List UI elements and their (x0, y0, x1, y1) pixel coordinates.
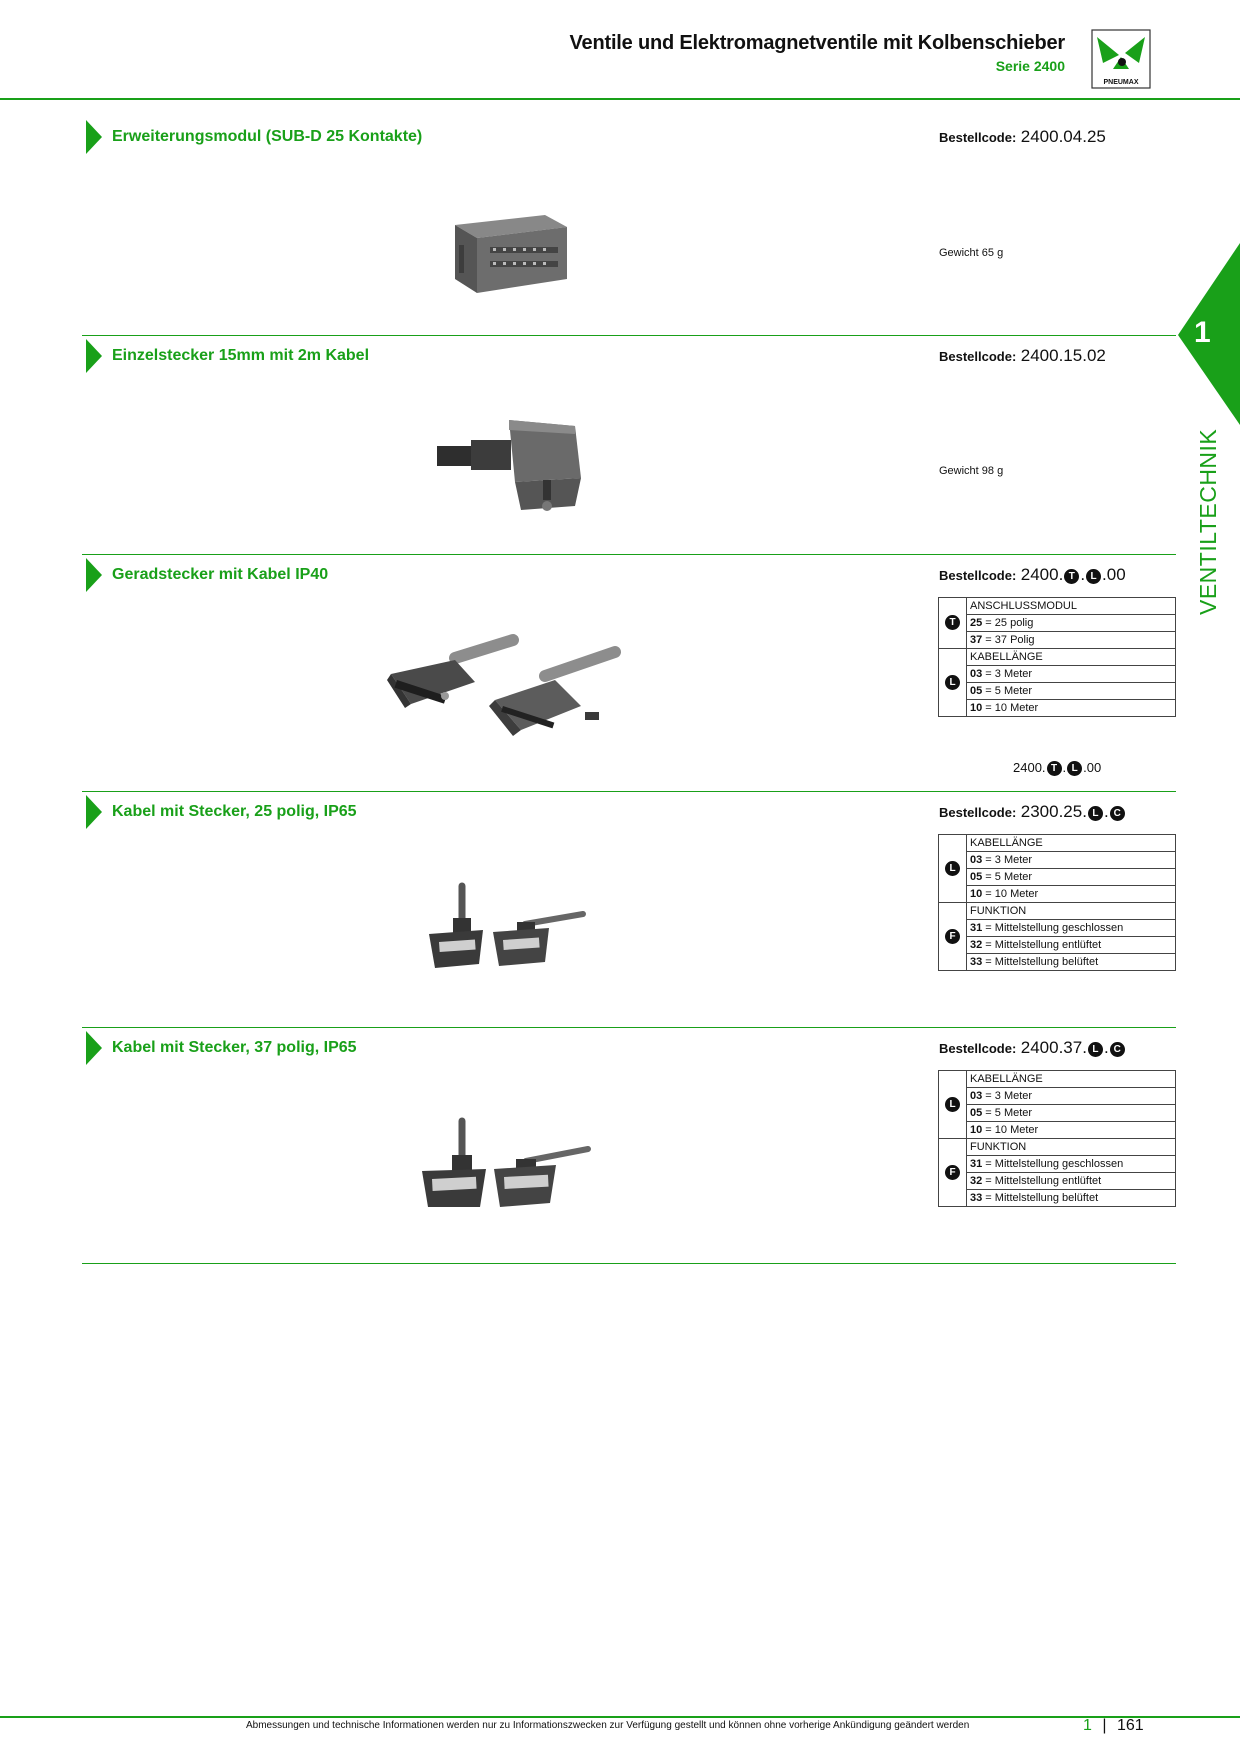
section-divider (82, 1027, 1176, 1028)
option-row (967, 937, 1176, 954)
option-row (967, 852, 1176, 869)
order-code-label: Bestellcode: (939, 805, 1017, 820)
section-title: Kabel mit Stecker, 25 polig, IP65 (112, 803, 357, 820)
section-title: Erweiterungsmodul (SUB-D 25 Kontakte) (112, 128, 423, 145)
option-l-icon: L (945, 675, 960, 690)
option-row (967, 1173, 1176, 1190)
option-value: = Mittelstellung belüftet (982, 1192, 1099, 1204)
option-value: = 25 polig (982, 617, 1034, 629)
badge-cell (939, 903, 967, 971)
order-code (939, 802, 1126, 822)
straight-connector-image (385, 630, 625, 745)
option-row (967, 1122, 1176, 1139)
options-table (938, 597, 1176, 717)
section-divider (82, 335, 1176, 336)
section-title: Geradstecker mit Kabel IP40 (112, 566, 329, 583)
option-l-icon: L (1067, 761, 1082, 776)
option-f-icon: F (945, 929, 960, 944)
option-value: = 3 Meter (982, 668, 1033, 680)
option-key: 31 (970, 922, 983, 934)
option-row (967, 683, 1176, 700)
option-l-icon: L (1086, 569, 1101, 584)
group-header: FUNKTION (967, 1139, 1176, 1156)
option-value: = 37 Polig (982, 634, 1035, 646)
section-arrow-icon (86, 795, 102, 829)
option-l-icon: L (1088, 1042, 1103, 1057)
order-code-prefix: 2400. (1020, 565, 1064, 584)
option-key: 03 (970, 1090, 983, 1102)
section-divider (82, 1263, 1176, 1264)
option-key: 37 (970, 634, 983, 646)
option-key: 25 (970, 617, 983, 629)
section-title: Kabel mit Stecker, 37 polig, IP65 (112, 1039, 357, 1056)
badge-cell (939, 598, 967, 649)
order-code (939, 346, 1106, 366)
option-value: = 10 Meter (982, 888, 1039, 900)
single-connector-image (435, 418, 585, 518)
badge-cell (939, 649, 967, 717)
order-code-suffix: .00 (1102, 565, 1126, 584)
option-c-icon: C (1110, 1042, 1125, 1057)
option-key: 10 (970, 702, 983, 714)
chapter-number: 1 (1194, 316, 1211, 349)
option-row (967, 869, 1176, 886)
option-key: 32 (970, 1175, 983, 1187)
badge-cell (939, 1139, 967, 1207)
group-header: KABELLÄNGE (967, 1071, 1176, 1088)
section-arrow-icon (86, 339, 102, 373)
chapter-label: VENTILTECHNIK (1195, 428, 1221, 615)
option-row (967, 920, 1176, 937)
option-value: = Mittelstellung geschlossen (982, 922, 1124, 934)
option-row (967, 886, 1176, 903)
series-label: Serie 2400 (995, 58, 1065, 74)
order-code (939, 1038, 1126, 1058)
section-title: Einzelstecker 15mm mit 2m Kabel (112, 347, 370, 364)
order-code-value: 2400.04.25 (1020, 127, 1106, 146)
option-row (967, 954, 1176, 971)
option-t-icon: T (1064, 569, 1079, 584)
options-table (938, 1070, 1176, 1207)
option-l-icon: L (1088, 806, 1103, 821)
option-l-icon: L (945, 1097, 960, 1112)
section-divider (82, 791, 1176, 792)
footer-divider (0, 1716, 1240, 1718)
option-key: 05 (970, 871, 983, 883)
order-code-label: Bestellcode: (939, 130, 1017, 145)
option-key: 33 (970, 956, 983, 968)
pneumax-logo (1091, 29, 1151, 89)
caption-suffix: .00 (1083, 760, 1102, 775)
option-value: = Mittelstellung entlüftet (982, 939, 1102, 951)
group-header: KABELLÄNGE (967, 649, 1176, 666)
option-t-icon: T (1047, 761, 1062, 776)
order-code-prefix: 2400.37. (1020, 1038, 1087, 1057)
option-key: 10 (970, 1124, 983, 1136)
option-row (967, 615, 1176, 632)
option-value: = 5 Meter (982, 1107, 1033, 1119)
weight-text: Gewicht 65 g (939, 247, 1004, 259)
footer-disclaimer: Abmessungen und technische Informationen werden nur zu Informationszwecken zur Verfügung gestellt und können ohne vorherige Ankündigung geändert werden (246, 1720, 970, 1731)
option-c-icon: C (1110, 806, 1125, 821)
chapter-number: 1 (1083, 1717, 1092, 1734)
caption-prefix: 2400. (1013, 760, 1046, 775)
option-value: = Mittelstellung entlüftet (982, 1175, 1102, 1187)
header-divider (0, 98, 1240, 100)
logo-text: PNEUMAX (1103, 79, 1139, 86)
page-number (1083, 1717, 1144, 1735)
option-value: = 5 Meter (982, 871, 1033, 883)
order-code-label: Bestellcode: (939, 349, 1017, 364)
option-f-icon: F (945, 1165, 960, 1180)
badge-cell (939, 1071, 967, 1139)
option-key: 05 (970, 1107, 983, 1119)
option-value: = 5 Meter (982, 685, 1033, 697)
order-code (939, 565, 1126, 585)
option-row (967, 666, 1176, 683)
option-row (967, 1190, 1176, 1207)
option-row (967, 632, 1176, 649)
option-t-icon: T (945, 615, 960, 630)
option-value: = 3 Meter (982, 1090, 1033, 1102)
page-number-value: 161 (1116, 1717, 1144, 1734)
option-value: = 10 Meter (982, 702, 1039, 714)
badge-cell (939, 835, 967, 903)
section-arrow-icon (86, 558, 102, 592)
option-key: 05 (970, 685, 983, 697)
option-row (967, 1105, 1176, 1122)
option-value: = Mittelstellung geschlossen (982, 1158, 1124, 1170)
option-row (967, 1088, 1176, 1105)
group-header: ANSCHLUSSMODUL (967, 598, 1176, 615)
cable-connector-25-image (425, 880, 595, 980)
option-key: 32 (970, 939, 983, 951)
option-row (967, 1156, 1176, 1173)
page-separator: | (1102, 1717, 1107, 1734)
section-divider (82, 554, 1176, 555)
order-code (939, 127, 1106, 147)
options-table (938, 834, 1176, 971)
option-key: 31 (970, 1158, 983, 1170)
option-row (967, 700, 1176, 717)
option-value: = 3 Meter (982, 854, 1033, 866)
page-title: Ventile und Elektromagnetventile mit Kolbenschieber (569, 32, 1065, 54)
option-l-icon: L (945, 861, 960, 876)
order-code-label: Bestellcode: (939, 1041, 1017, 1056)
order-code-label: Bestellcode: (939, 568, 1017, 583)
order-code-separator: . (1080, 565, 1086, 584)
option-value: = 10 Meter (982, 1124, 1039, 1136)
section-arrow-icon (86, 1031, 102, 1065)
caption-separator: . (1062, 760, 1067, 775)
group-header: KABELLÄNGE (967, 835, 1176, 852)
order-code-value: 2400.15.02 (1020, 346, 1106, 365)
option-key: 03 (970, 854, 983, 866)
option-key: 33 (970, 1192, 983, 1204)
option-key: 10 (970, 888, 983, 900)
group-header: FUNKTION (967, 903, 1176, 920)
code-caption (1013, 760, 1101, 776)
extension-module-image (445, 205, 570, 295)
order-code-prefix: 2300.25. (1020, 802, 1087, 821)
section-arrow-icon (86, 120, 102, 154)
option-value: = Mittelstellung belüftet (982, 956, 1099, 968)
weight-text: Gewicht 98 g (939, 465, 1004, 477)
order-code-separator: . (1103, 802, 1109, 821)
cable-connector-37-image (420, 1115, 600, 1215)
option-key: 03 (970, 668, 983, 680)
order-code-separator: . (1103, 1038, 1109, 1057)
